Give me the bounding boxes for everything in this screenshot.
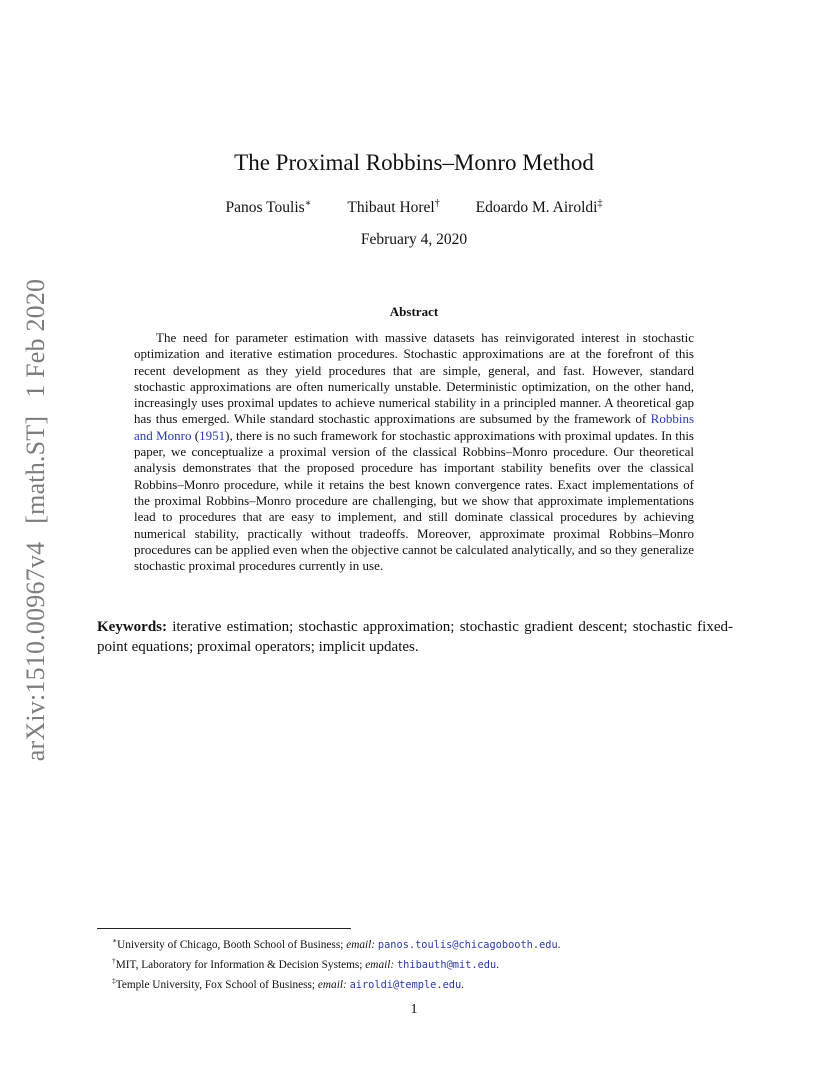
author-mark: ‡ <box>597 198 603 209</box>
footnote-mark: † <box>112 955 116 965</box>
citation-paren: ( <box>191 427 200 443</box>
page-number: 1 <box>410 1002 418 1017</box>
footnote-divider <box>97 928 351 929</box>
abstract-heading: Abstract <box>389 304 439 319</box>
abstract-text: , there is no such framework for stochastic approximations with proximal updates. In this paper, we conceptualize a proximal version of the classical Robbins–Monro procedure. Our theoretical analysis demonstrates that the proposed procedure has important stability benefits over the classical Robbins–Monro procedure, while it retains the best known convergence rates. Exact implementations of the proximal Robbins–Monro procedure are challenging, but we show that approximate implementations lead to procedures that are easy to implement, and still dominate classical procedures by achieving numerical stability, practically without tradeoffs. Moreover, approximate proximal Robbins–Monro procedures can be applied even when the objective cannot be calculated analytically, and so they generalize stochastic proximal procedures currently in use. <box>134 427 694 574</box>
arxiv-stamp <box>21 279 51 761</box>
abstract-body <box>134 330 694 574</box>
citation-year-link[interactable]: 1951 <box>199 427 226 443</box>
footnote-mark: ‡ <box>112 975 116 985</box>
footnote-end: . <box>496 958 500 971</box>
author <box>347 198 439 217</box>
email-link[interactable]: airoldi@temple.edu <box>349 978 462 991</box>
paper-title: The Proximal Robbins–Monro Method <box>234 150 594 175</box>
paper-date: February 4, 2020 <box>360 231 468 248</box>
citation-authors-link[interactable]: Robbins and Monro <box>134 411 694 443</box>
arxiv-id[interactable]: arXiv:1510.00967v4 <box>21 541 50 762</box>
keywords-text: iterative estimation; stochastic approximation; stochastic gradient descent; stochastic fixed-point equations; proximal operators; implicit updates. <box>97 619 733 655</box>
arxiv-date: 1 Feb 2020 <box>21 278 50 398</box>
author-mark: ∗ <box>304 198 312 209</box>
footnote-text: MIT, Laboratory for Information & Decision Systems; <box>115 958 366 971</box>
footnote-text: Temple University, Fox School of Business; <box>115 978 318 991</box>
footnote <box>112 953 752 973</box>
email-label: email: <box>346 938 376 951</box>
footnote-text: University of Chicago, Booth School of Business; <box>117 938 347 951</box>
author-name: Thibaut Horel <box>347 199 435 217</box>
keywords-label: Keywords: <box>97 619 167 635</box>
author-name: Panos Toulis <box>225 199 305 217</box>
arxiv-category: [math.ST] <box>21 415 50 524</box>
footnote-end: . <box>461 978 464 991</box>
footnote <box>112 933 752 953</box>
author-list <box>0 198 828 217</box>
author-mark: † <box>434 198 440 209</box>
citation-paren: ) <box>225 427 230 443</box>
email-label: email: <box>317 978 347 991</box>
email-link[interactable]: panos.toulis@chicagobooth.edu <box>377 938 558 951</box>
footnote-mark: ∗ <box>112 936 118 945</box>
footnotes <box>112 933 752 992</box>
email-link[interactable]: thibauth@mit.edu <box>396 958 497 971</box>
footnote-end: . <box>557 938 561 951</box>
keywords <box>97 617 733 657</box>
author <box>226 198 312 217</box>
author <box>476 198 603 217</box>
footnote <box>112 973 752 993</box>
abstract-text: The need for parameter estimation with massive datasets has reinvigorated interest in stochastic optimization and iterative estimation procedures. Stochastic approximations are at the forefront of this recent development as they yield procedures that are simple, general, and fast. However, standard stochastic approximations are often numerically unstable. Deterministic optimization, on the other hand, increasingly uses proximal updates to achieve numerical stability in a principled manner. A theoretical gap has thus emerged. While standard stochastic approximations are subsumed by the framework of <box>134 330 694 427</box>
email-label: email: <box>365 958 395 971</box>
author-name: Edoardo M. Airoldi <box>475 199 598 217</box>
